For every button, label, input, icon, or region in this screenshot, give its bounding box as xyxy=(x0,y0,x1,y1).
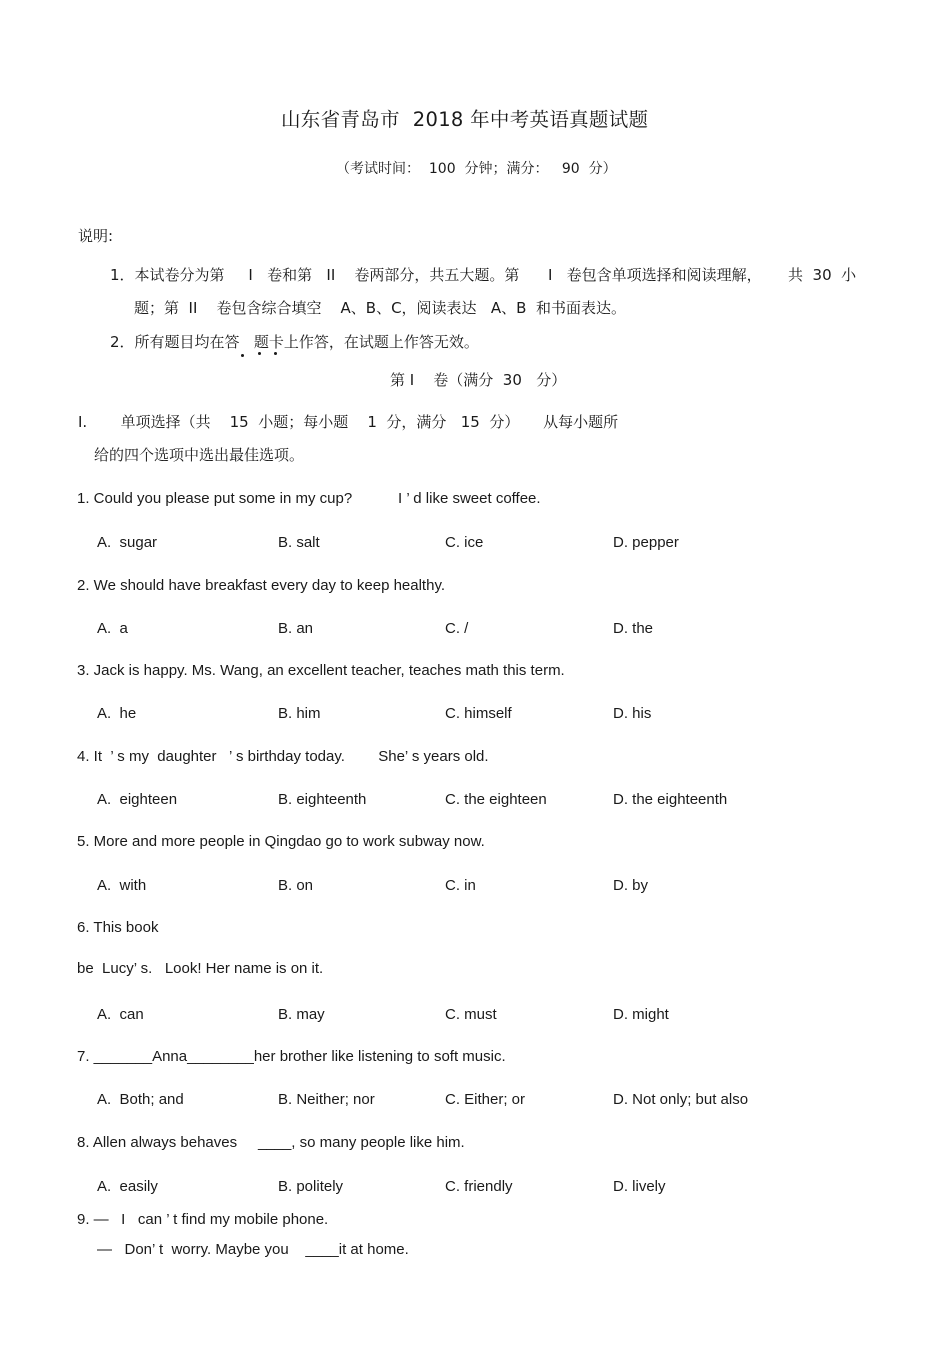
question-8-option-b: B. politely xyxy=(278,1178,344,1195)
question-6-stem-cont: be Lucy’ s. Look! Her name is on it. xyxy=(77,960,324,977)
question-7-option-a: A. Both; and xyxy=(97,1091,184,1108)
section-heading: 第 I 卷（满分 30 分） xyxy=(390,371,567,389)
emphasis-dot xyxy=(258,352,261,355)
question-5-option-a: A. with xyxy=(97,877,147,894)
question-5-stem: 5. More and more people in Qingdao go to work subway now. xyxy=(77,833,485,850)
page-title: 山东省青岛市 2018 年中考英语真题试题 xyxy=(281,108,649,131)
question-6-option-a: A. can xyxy=(97,1006,144,1023)
question-2-option-b: B. an xyxy=(278,620,314,637)
question-1-option-a: A. sugar xyxy=(97,534,158,551)
question-6-option-c: C. must xyxy=(445,1006,497,1023)
instruction-item-1-tail: 共 30 小 xyxy=(788,266,857,284)
instruction-item-1: 1．本试卷分为第 I 卷和第 II 卷两部分，共五大题。第 I 卷包含单项选择和阅读理解， xyxy=(110,266,762,284)
instruction-item-2: 2．所有题目均在答 题卡上作答，在试题上作答无效。 xyxy=(110,333,479,351)
question-7-option-d: D. Not only; but also xyxy=(613,1091,749,1108)
question-5-option-c: C. in xyxy=(445,877,476,894)
question-5-option-b: B. on xyxy=(278,877,314,894)
question-1-option-b: B. salt xyxy=(278,534,320,551)
question-2-stem: 2. We should have breakfast every day to keep healthy. xyxy=(77,577,445,594)
question-7-stem: 7. _______Anna________her brother like listening to soft music. xyxy=(77,1048,506,1065)
question-6-option-d: D. might xyxy=(613,1006,669,1023)
question-4-option-b: B. eighteenth xyxy=(278,791,367,808)
question-9-stem-cont: — Don’ t worry. Maybe you ____it at home. xyxy=(97,1241,409,1258)
question-8-option-d: D. lively xyxy=(613,1178,666,1195)
part-1-directions: 给的四个选项中选出最佳选项。 xyxy=(94,446,305,464)
question-1-option-c: C. ice xyxy=(445,534,484,551)
question-6-option-b: B. may xyxy=(278,1006,325,1023)
question-3-option-b: B. him xyxy=(278,705,321,722)
question-8-option-c: C. friendly xyxy=(445,1178,513,1195)
question-4-option-d: D. the eighteenth xyxy=(613,791,728,808)
instructions-label: 说明: xyxy=(78,227,114,245)
question-1-option-d: D. pepper xyxy=(613,534,679,551)
question-3-option-a: A. he xyxy=(97,705,137,722)
question-7-option-b: B. Neither; nor xyxy=(278,1091,375,1108)
emphasis-dot xyxy=(241,354,244,357)
instruction-item-1-cont: 题；第 II 卷包含综合填空 A、B、C，阅读表达 A、B 和书面表达。 xyxy=(134,299,626,317)
emphasis-dot xyxy=(274,352,277,355)
question-4-stem: 4. It ’ s my daughter ’ s birthday today. She’ s years old. xyxy=(77,748,489,765)
question-3-stem: 3. Jack is happy. Ms. Wang, an excellent teacher, teaches math this term. xyxy=(77,662,565,679)
question-6-stem: 6. This book xyxy=(77,919,159,936)
question-3-option-c: C. himself xyxy=(445,705,512,722)
question-4-option-c: C. the eighteen xyxy=(445,791,547,808)
question-4-option-a: A. eighteen xyxy=(97,791,178,808)
question-8-option-a: A. easily xyxy=(97,1178,158,1195)
question-9-stem: 9. — I can ’ t find my mobile phone. xyxy=(77,1211,329,1228)
question-7-option-c: C. Either; or xyxy=(445,1091,526,1108)
question-2-option-a: A. a xyxy=(97,620,128,637)
exam-info: （考试时间： 100 分钟；满分： 90 分） xyxy=(336,161,617,177)
question-2-option-d: D. the xyxy=(613,620,654,637)
question-1-stem: 1. Could you please put some in my cup? I ’ d like sweet coffee. xyxy=(77,490,541,507)
question-5-option-d: D. by xyxy=(613,877,649,894)
question-2-option-c: C. / xyxy=(445,620,469,637)
question-8-stem: 8. Allen always behaves ____, so many people like him. xyxy=(77,1134,465,1151)
part-1-heading: I. 单项选择（共 15 小题；每小题 1 分，满分 15 分） 从每小题所 xyxy=(78,413,619,431)
question-3-option-d: D. his xyxy=(613,705,652,722)
